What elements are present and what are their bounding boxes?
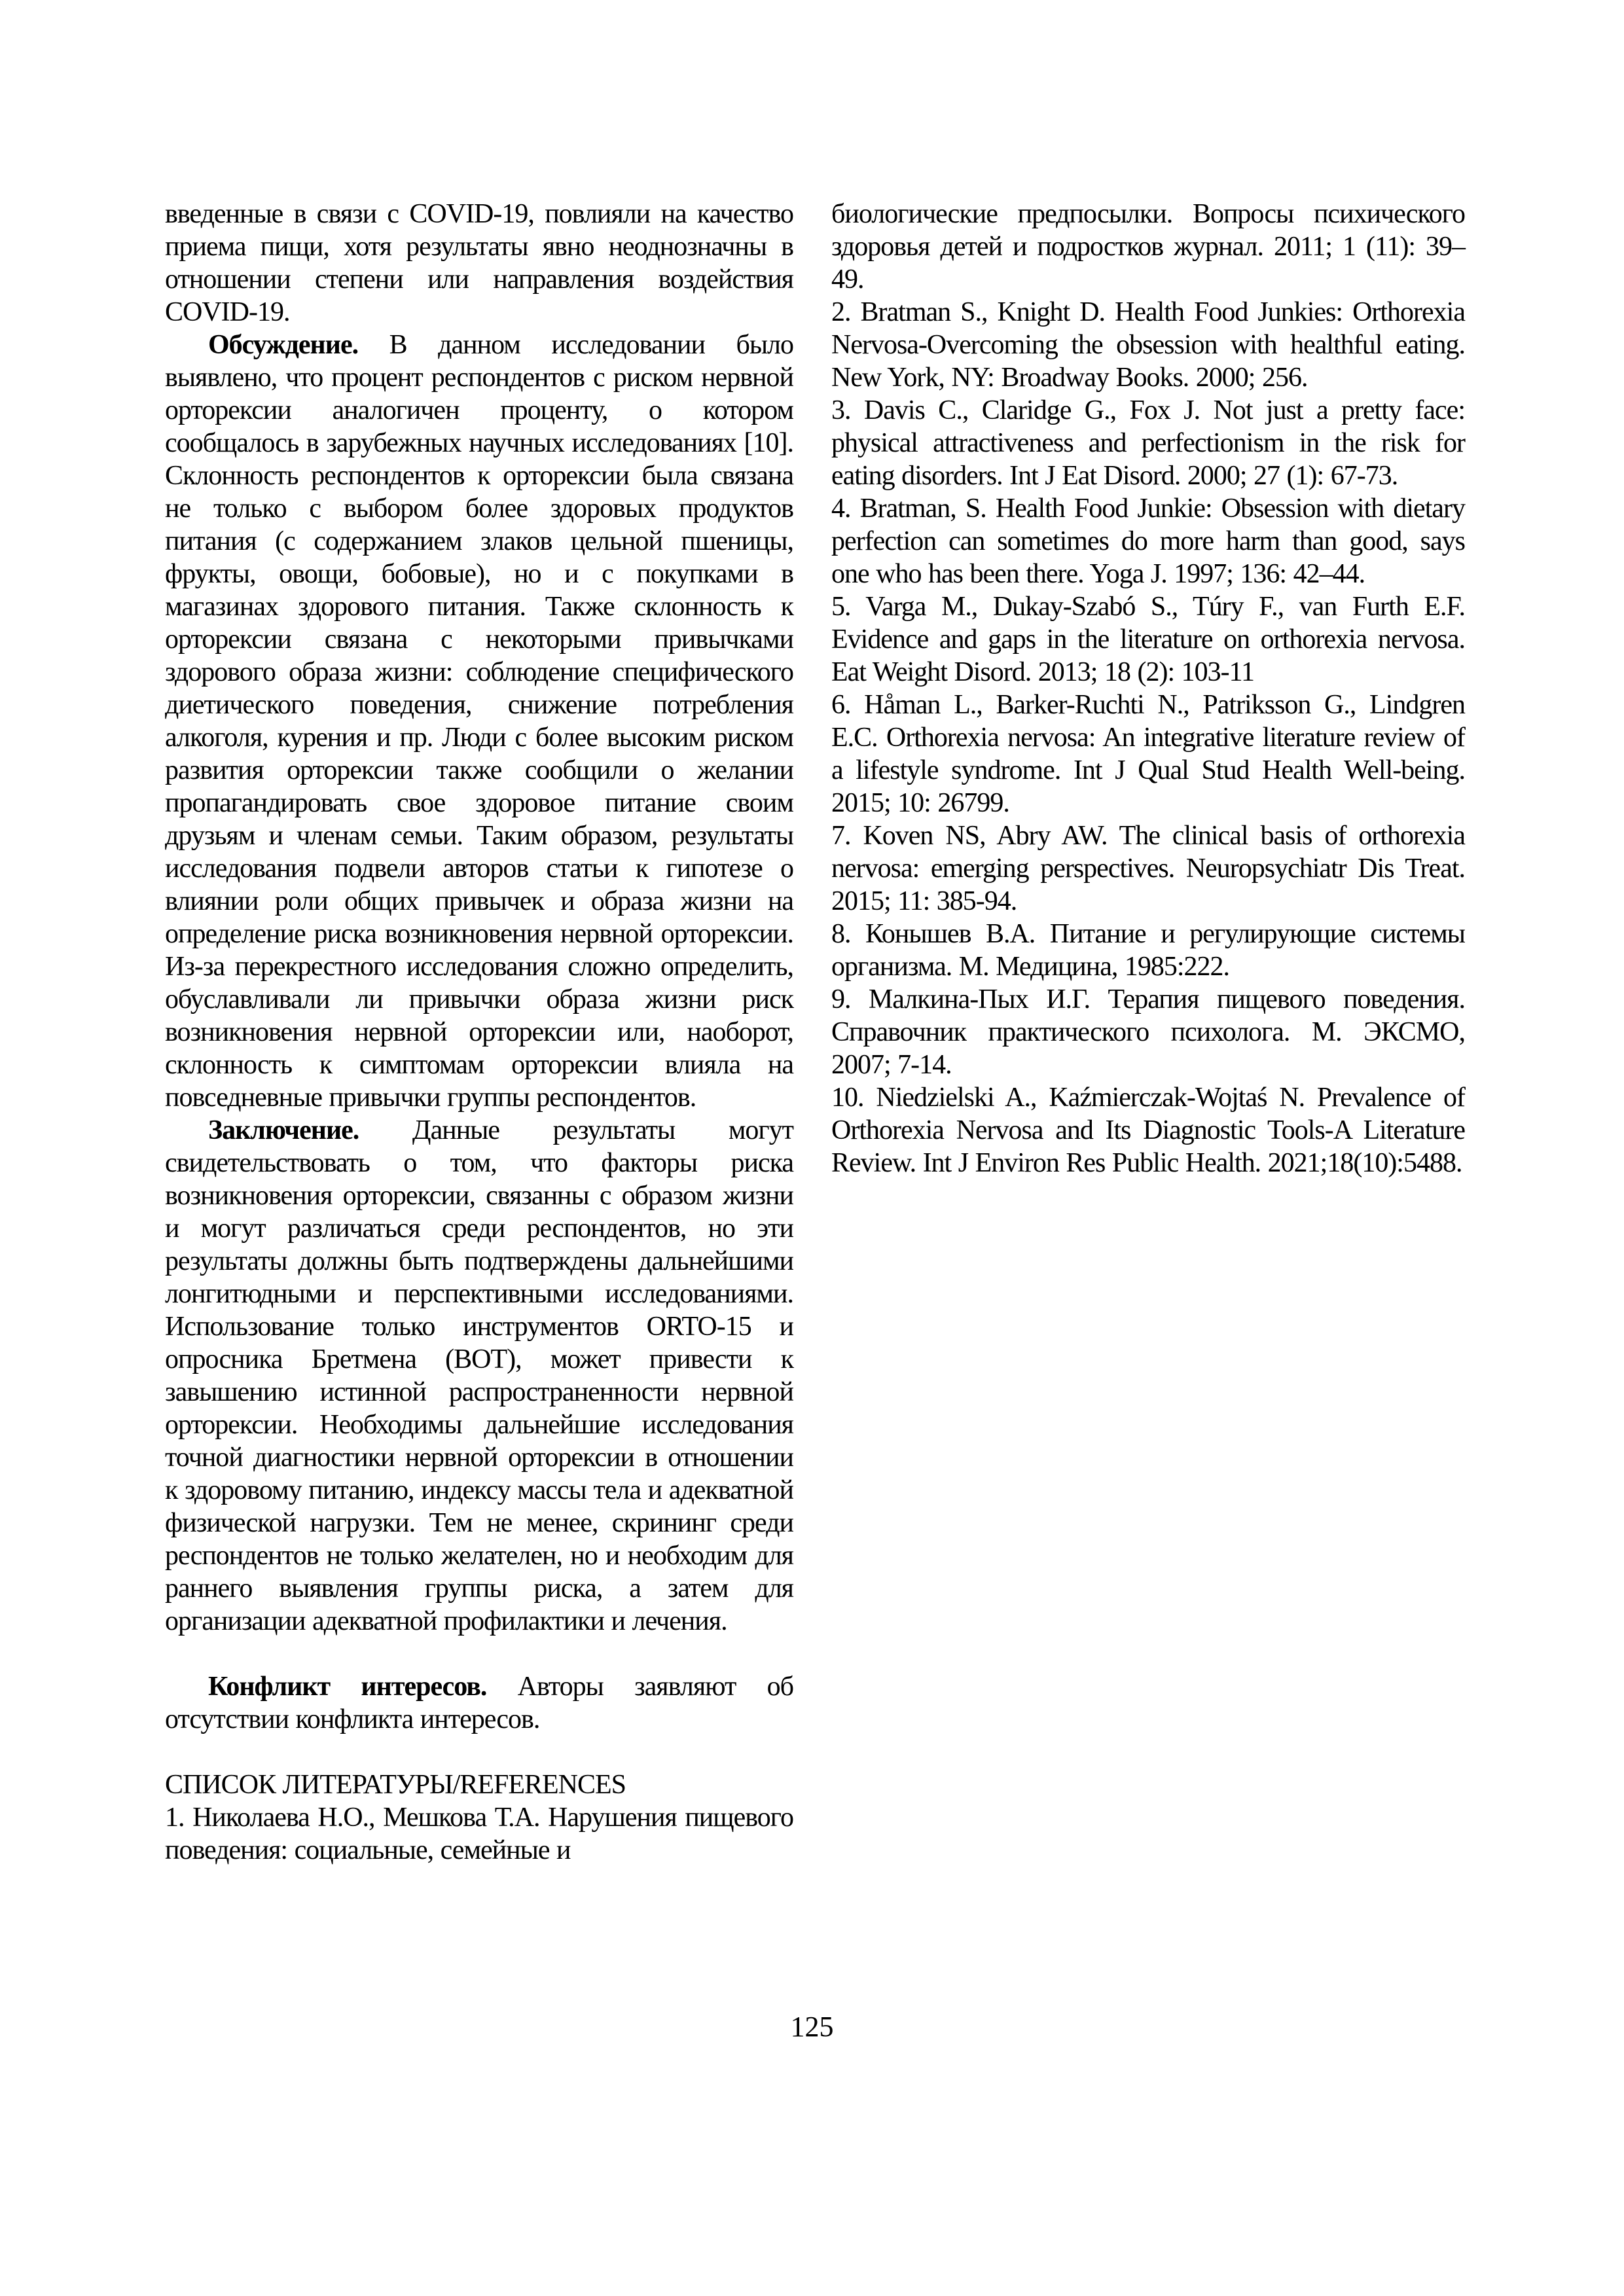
text-run: 7. Koven NS, Abry AW. The clinical basis of orthorexia nervosa: emerging perspectives. Neuropsychiatr Dis Treat. 2015; 11: 385-94.	[831, 821, 1465, 916]
reference-item-10	[831, 1081, 1465, 1179]
reference-item-8	[831, 918, 1465, 983]
paragraph-discussion	[165, 329, 793, 1114]
text-run: 9. Малкина-Пых И.Г. Терапия пищевого поведения. Справочник практического психолога. М. ЭКСМО, 2007; 7-14.	[831, 984, 1465, 1080]
text-run: 5. Varga M., Dukay-Szabó S., Túry F., van Furth E.F. Evidence and gaps in the literature on orthorexia nervosa. Eat Weight Disord. 2013; 18 (2): 103-11	[831, 592, 1465, 687]
text-run: биологические предпосылки. Вопросы психического здоровья детей и подростков журнал. 2011; 1 (11): 39–49.	[831, 199, 1465, 295]
left-column	[165, 198, 793, 1867]
references-heading	[165, 1768, 793, 1801]
reference-item-1	[165, 1801, 793, 1867]
text-run: В данном исследовании было выявлено, что процент респондентов с риском нервной орторексии аналогичен проценту, о котором сообщалось в зарубежных научных исследованиях [10]. Склонность респондентов к орторексии была связана не только с выбором более здоровых продуктов питания (с содержанием злаков цельной пшеницы, фрукты, овощи, бобовые), но и с покупками в магазинах здорового питания. Также склонность к орторексии связана с некоторыми привычками здорового образа жизни: соблюдение специфического диетического поведения, снижение потребления алкоголя, курения и пр. Люди с более высоким риском развития орторексии также сообщили о желании пропагандировать свое здоровое питание своим друзьям и членам семьи. Таким образом, результаты исследования подвели авторов статьи к гипотезе о влиянии роли общих привычек и образа жизни на определение риска возникновения нервной орторексии. Из-за перекрестного исследования сложно определить, обуславливали ли привычки образа жизни риск возникновения нервной орторексии или, наоборот, склонность к симптомам орторексии влияла на повседневные привычки группы респондентов.	[165, 330, 793, 1113]
text-run: 3. Davis C., Claridge G., Fox J. Not just a pretty face: physical attractiveness and perfectionism in the risk for eating disorders. Int J Eat Disord. 2000; 27 (1): 67-73.	[831, 395, 1465, 491]
text-run: Авторы заявляют об отсутствии конфликта интересов.	[165, 1672, 793, 1734]
reference-item-6	[831, 689, 1465, 819]
run-in-heading: Обсуждение.	[208, 330, 359, 360]
reference-item-7	[831, 819, 1465, 918]
page-number: 125	[790, 2011, 834, 2043]
text-run: введенные в связи с COVID-19, повлияли на качество приема пищи, хотя результаты явно неоднозначны в отношении степени или направления воздействия COVID-19.	[165, 199, 793, 327]
run-in-heading: Конфликт интересов.	[208, 1672, 487, 1702]
text-run: 8. Конышев В.А. Питание и регулирующие системы организма. М. Медицина, 1985:222.	[831, 919, 1465, 982]
right-column	[831, 198, 1465, 1179]
text-run: 10. Niedzielski A., Kaźmierczak-Wojtaś N. Prevalence of Orthorexia Nervosa and Its Diagnostic Tools-A Literature Review. Int J Environ Res Public Health. 2021;18(10):5488.	[831, 1083, 1465, 1178]
text-run: 6. Håman L., Barker-Ruchti N., Patriksson G., Lindgren E.C. Orthorexia nervosa: An integrative literature review of a lifestyle syndrome. Int J Qual Stud Health Well-being. 2015; 10: 26799.	[831, 690, 1465, 818]
reference-item-9	[831, 983, 1465, 1081]
reference-item-2	[831, 296, 1465, 394]
reference-item-3	[831, 394, 1465, 492]
text-run: 4. Bratman, S. Health Food Junkie: Obsession with dietary perfection can sometimes do more harm than good, says one who has been there. Yoga J. 1997; 136: 42–44.	[831, 493, 1465, 589]
text-run: 1. Николаева Н.О., Мешкова Т.А. Нарушения пищевого поведения: социальные, семейные и	[165, 1803, 793, 1865]
run-in-heading: Заключение.	[208, 1115, 359, 1145]
text-run: 2. Bratman S., Knight D. Health Food Junkies: Orthorexia Nervosa-Overcoming the obsession with healthful eating. New York, NY: Broadway Books. 2000; 256.	[831, 297, 1465, 393]
text-run: Данные результаты могут свидетельствовать о том, что факторы риска возникновения орторексии, связанны с образом жизни и могут различаться среди респондентов, но эти результаты должны быть подтверждены дальнейшими лонгитюдными и перспективными исследованиями. Использование только инструментов ORTO-15 и опросника Бретмена (BOT), может привести к завышению истинной распространенности нервной орторексии. Необходимы дальнейшие исследования точной диагностики нервной орторексии в отношении к здоровому питанию, индексу массы тела и адекватной физической нагрузки. Тем не менее, скрининг среди респондентов не только желателен, но и необходим для раннего выявления группы риска, а затем для организации адекватной профилактики и лечения.	[165, 1115, 793, 1636]
reference-item-4	[831, 492, 1465, 590]
paragraph-conclusion	[165, 1114, 793, 1638]
reference-item-1-continuation	[831, 198, 1465, 296]
reference-item-5	[831, 590, 1465, 689]
paragraph-covid-continuation	[165, 198, 793, 329]
text-run: СПИСОК ЛИТЕРАТУРЫ/REFERENCES	[165, 1770, 626, 1800]
paragraph-conflict-of-interest	[165, 1670, 793, 1736]
